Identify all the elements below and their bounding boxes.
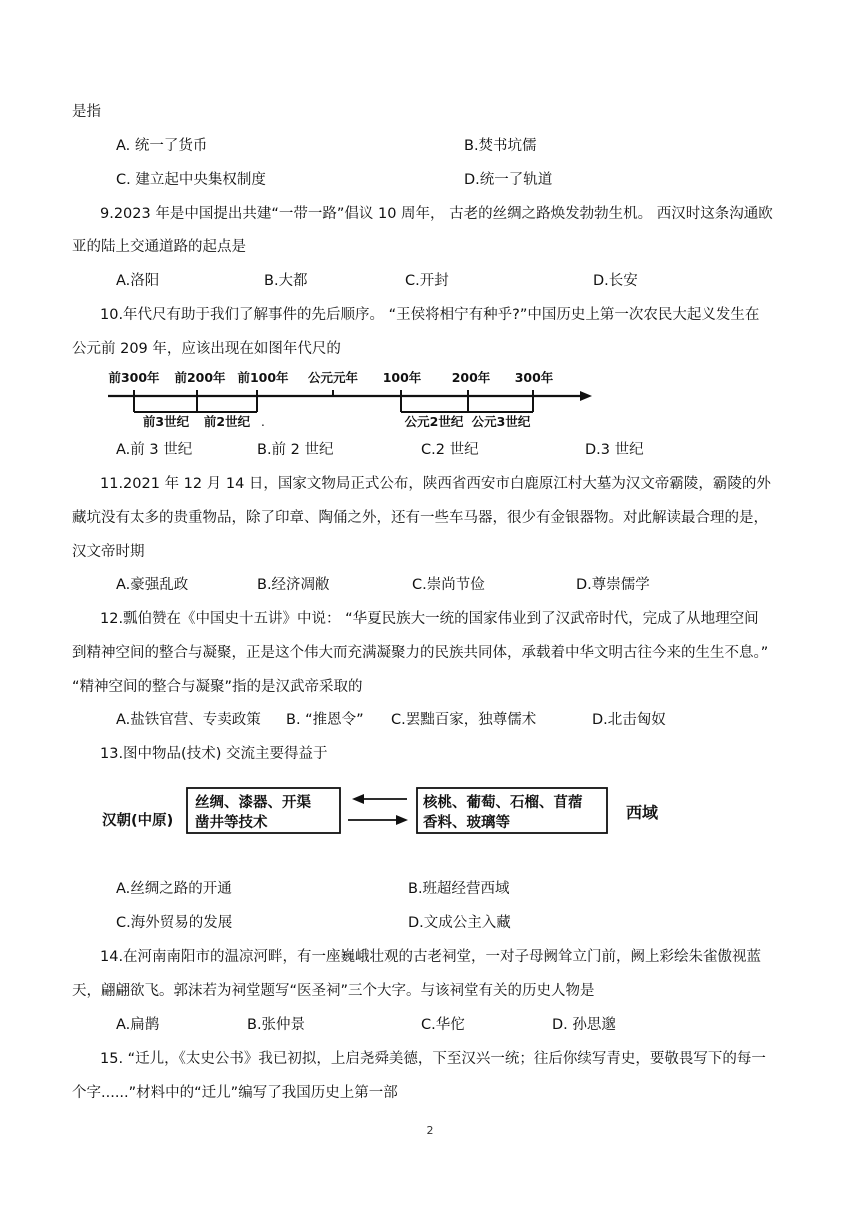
q10-option-c: C.2 世纪 — [421, 442, 479, 458]
q12-option-c: C.罢黜百家，独尊儒术 — [391, 712, 537, 728]
q13-option-d: D.文成公主入藏 — [408, 915, 511, 931]
diagram-xiyu-box-line1: 核桃、葡萄、石榴、苜蓿 — [423, 795, 583, 811]
q11-option-b: B.经济凋敝 — [257, 577, 330, 593]
timeline-span-ad3: 公元3世纪 — [471, 414, 531, 429]
prev-option-b: B.焚书坑儒 — [464, 138, 537, 154]
prev-option-a: A. 统一了货币 — [116, 138, 208, 154]
q13-option-c: C.海外贸易的发展 — [116, 915, 233, 931]
prev-option-d: D.统一了轨道 — [464, 172, 553, 188]
q15-text-line1: 15. “迁儿，《太史公书》我已初拟，上启尧舜美德，下至汉兴一统；往后你续写青史，要敬畏写下的每一 — [100, 1051, 766, 1067]
q13-option-a: A.丝绸之路的开通 — [116, 881, 232, 897]
timeline-span-bc2: 前2世纪 — [203, 414, 251, 429]
q9-option-b: B.大都 — [264, 273, 308, 289]
q11-option-d: D.尊崇儒学 — [576, 577, 650, 593]
timeline-tick-4: 公元元年 — [307, 370, 359, 385]
q12-text-line1: 12.瓢伯赞在《中国史十五讲》中说： “华夏民族大一统的国家伟业到了汉武帝时代，完成了从地理空间 — [100, 611, 759, 627]
page-number: 2 — [426, 1124, 434, 1137]
timeline-tick-2: 前200年 — [174, 370, 226, 385]
q15-text-line2: 个字......”材料中的“迁儿”编写了我国历史上第一部 — [72, 1085, 398, 1101]
q11-text-line2: 藏坑没有太多的贵重物品，除了印章、陶俑之外，还有一些车马器，很少有金银器物。对此解读最合理的是， — [72, 510, 768, 526]
q13-text-line1: 13.图中物品(技术) 交流主要得益于 — [100, 746, 328, 762]
diagram-xiyu-label: 西域 — [626, 803, 659, 822]
timeline-span-bc3: 前3世纪 — [142, 414, 190, 429]
q12-text-line3: “精神空间的整合与凝聚”指的是汉武帝采取的 — [72, 679, 363, 695]
timeline-tick-3: 前100年 — [237, 370, 289, 385]
exchange-diagram — [96, 780, 676, 840]
q9-option-d: D.长安 — [593, 273, 638, 289]
timeline-tick-7: 300年 — [514, 370, 554, 385]
q14-text-line1: 14.在河南南阳市的温凉河畔，有一座巍峨壮观的古老祠堂，一对子母阙耸立门前，阙上彩绘朱雀傲视蓝 — [100, 949, 762, 965]
q11-option-c: C.崇尚节俭 — [412, 577, 485, 593]
q13-option-b: B.班超经营西域 — [408, 881, 510, 897]
q10-option-d: D.3 世纪 — [585, 442, 644, 458]
q12-option-d: D.北击匈奴 — [592, 712, 666, 728]
q11-text-line1: 11.2021 年 12 月 14 日，国家文物局正式公布，陕西省西安市白鹿原江村大墓为汉文帝霸陵，霸陵的外 — [100, 476, 771, 492]
timeline-figure — [100, 362, 600, 434]
timeline-tick-1: 前300年 — [108, 370, 160, 385]
timeline-span-ad2: 公元2世纪 — [404, 414, 464, 429]
prev-option-c: C. 建立起中央集权制度 — [116, 172, 266, 188]
q11-option-a: A.豪强乱政 — [116, 577, 189, 593]
q14-option-c: C.华佗 — [421, 1017, 465, 1033]
q9-text-line2: 亚的陆上交通道路的起点是 — [72, 239, 246, 255]
q9-option-c: C.开封 — [405, 273, 449, 289]
q12-text-line2: 到精神空间的整合与凝聚，正是这个伟大而充满凝聚力的民族共同体，承载着中华文明古往今来的生生不息。” — [72, 645, 769, 661]
q14-option-b: B.张仲景 — [247, 1017, 306, 1033]
timeline-dot: . — [261, 415, 265, 429]
q14-option-a: A.扁鹊 — [116, 1017, 160, 1033]
q14-text-line2: 天，翩翩欲飞。郭沫若为祠堂题写“医圣祠”三个大字。与该祠堂有关的历史人物是 — [72, 983, 595, 999]
prev-question-tail: 是指 — [72, 104, 101, 120]
q10-option-a: A.前 3 世纪 — [116, 442, 193, 458]
timeline-tick-6: 200年 — [451, 370, 491, 385]
timeline-tick-5: 100年 — [382, 370, 422, 385]
diagram-xiyu-box-line2: 香料、玻璃等 — [423, 815, 510, 831]
diagram-han-box-line1: 丝绸、漆器、开渠 — [195, 795, 311, 811]
q14-option-d: D. 孙思邈 — [552, 1017, 616, 1033]
q10-option-b: B.前 2 世纪 — [257, 442, 334, 458]
diagram-han-label: 汉朝(中原) — [102, 813, 174, 829]
q9-text-line1: 9.2023 年是中国提出共建“一带一路”倡议 10 周年， 古老的丝绸之路焕发勃勃生机。 西汉时这条沟通欧 — [100, 206, 773, 222]
q9-option-a: A.洛阳 — [116, 273, 160, 289]
q12-option-a: A.盐铁官营、专卖政策 — [116, 712, 261, 728]
diagram-han-box-line2: 凿井等技术 — [195, 815, 268, 831]
q12-option-b: B. “推恩令” — [286, 712, 364, 728]
q10-text-line2: 公元前 209 年，应该出现在如图年代尺的 — [72, 341, 341, 357]
q10-text-line1: 10.年代尺有助于我们了解事件的先后顺序。 “王侯将相宁有种乎?”中国历史上第一次农民大起义发生在 — [100, 307, 760, 323]
q11-text-line3: 汉文帝时期 — [72, 544, 145, 560]
